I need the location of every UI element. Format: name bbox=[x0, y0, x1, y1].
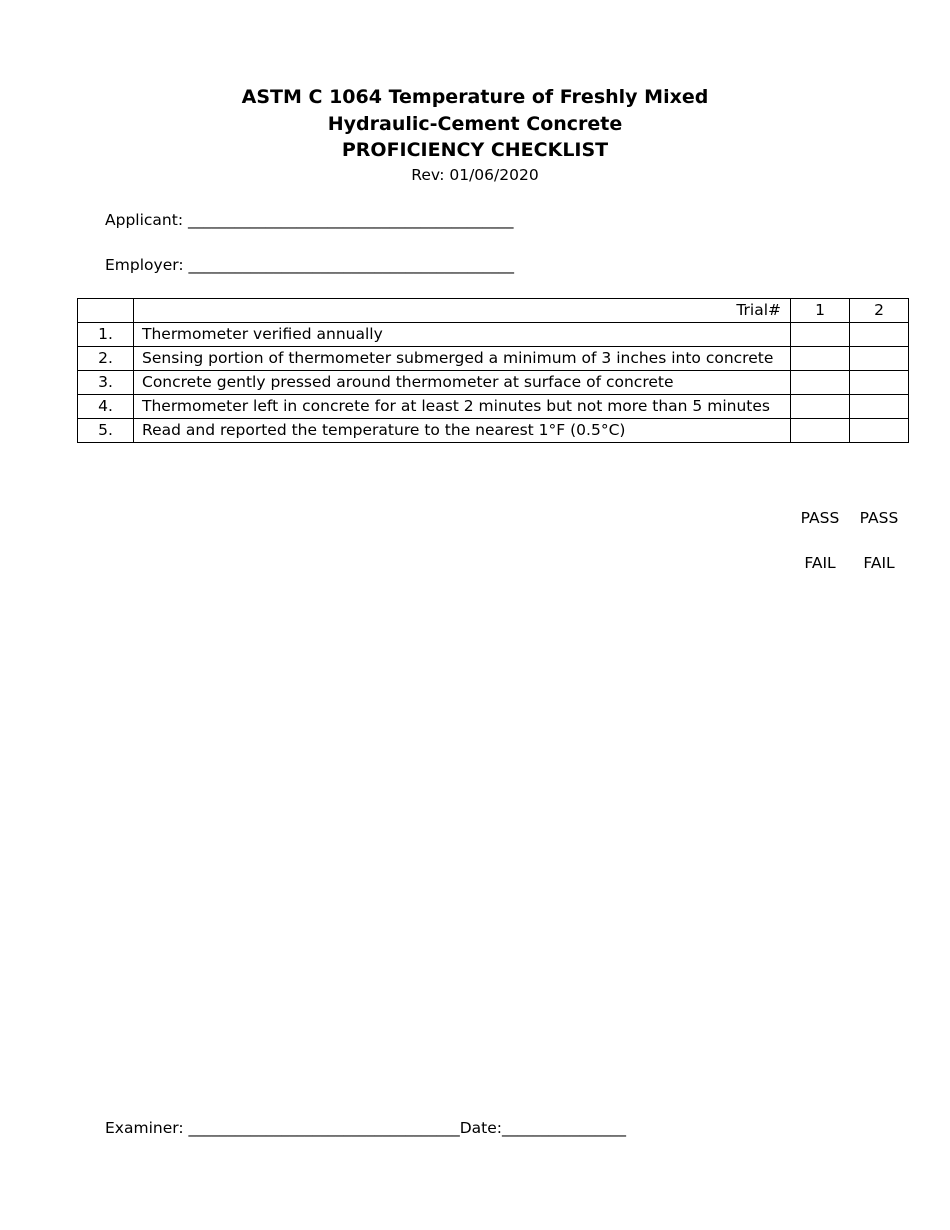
table-row bbox=[78, 371, 909, 395]
trial-2-check[interactable] bbox=[850, 371, 909, 395]
trial-1-pass[interactable]: PASS bbox=[800, 509, 840, 527]
step-number: 4. bbox=[78, 395, 134, 419]
applicant-field bbox=[105, 210, 513, 230]
table-row bbox=[78, 395, 909, 419]
step-description: Sensing portion of thermometer submerged a minimum of 3 inches into concrete bbox=[134, 347, 791, 371]
trial-label: Trial# bbox=[134, 299, 791, 323]
examiner-field bbox=[105, 1118, 626, 1138]
step-number: 5. bbox=[78, 419, 134, 443]
revision-date: Rev: 01/06/2020 bbox=[411, 165, 539, 184]
step-description: Thermometer left in concrete for at least 2 minutes but not more than 5 minutes bbox=[134, 395, 791, 419]
trial-1-check[interactable] bbox=[791, 371, 850, 395]
date-label: Date: bbox=[459, 1119, 503, 1137]
step-description: Concrete gently pressed around thermometer at surface of concrete bbox=[134, 371, 791, 395]
trial-2-header: 2 bbox=[850, 299, 909, 323]
examiner-blank[interactable]: ___________________________________ bbox=[188, 1119, 460, 1137]
trial-2-pass[interactable]: PASS bbox=[859, 509, 899, 527]
trial-2-check[interactable] bbox=[850, 323, 909, 347]
examiner-label: Examiner: bbox=[105, 1119, 184, 1137]
trial-2-check[interactable] bbox=[850, 419, 909, 443]
trial-1-check[interactable] bbox=[791, 323, 850, 347]
trial-2-fail[interactable]: FAIL bbox=[863, 554, 895, 572]
employer-blank[interactable]: __________________________________________ bbox=[188, 256, 514, 274]
applicant-label: Applicant: bbox=[105, 211, 184, 229]
step-description: Thermometer verified annually bbox=[134, 323, 791, 347]
document-header bbox=[0, 84, 950, 186]
trial-1-fail[interactable]: FAIL bbox=[804, 554, 836, 572]
applicant-blank[interactable]: __________________________________________ bbox=[187, 211, 514, 229]
date-blank[interactable]: ________________ bbox=[502, 1119, 627, 1137]
trial-2-check[interactable] bbox=[850, 347, 909, 371]
title-line-2: Hydraulic-Cement Concrete bbox=[327, 112, 623, 135]
table-row bbox=[78, 347, 909, 371]
header-num-cell bbox=[78, 299, 134, 323]
trial-1-header: 1 bbox=[791, 299, 850, 323]
employer-label: Employer: bbox=[105, 256, 184, 274]
table-row bbox=[78, 419, 909, 443]
trial-2-check[interactable] bbox=[850, 395, 909, 419]
trial-1-check[interactable] bbox=[791, 395, 850, 419]
step-number: 1. bbox=[78, 323, 134, 347]
trial-1-check[interactable] bbox=[791, 347, 850, 371]
title-line-3: PROFICIENCY CHECKLIST bbox=[341, 139, 609, 161]
employer-field bbox=[105, 255, 514, 275]
step-number: 3. bbox=[78, 371, 134, 395]
trial-1-check[interactable] bbox=[791, 419, 850, 443]
title-line-1: ASTM C 1064 Temperature of Freshly Mixed bbox=[241, 86, 709, 108]
step-number: 2. bbox=[78, 347, 134, 371]
table-row bbox=[78, 323, 909, 347]
table-header-row bbox=[78, 299, 909, 323]
step-description: Read and reported the temperature to the nearest 1°F (0.5°C) bbox=[134, 419, 791, 443]
proficiency-checklist-table bbox=[77, 298, 909, 443]
